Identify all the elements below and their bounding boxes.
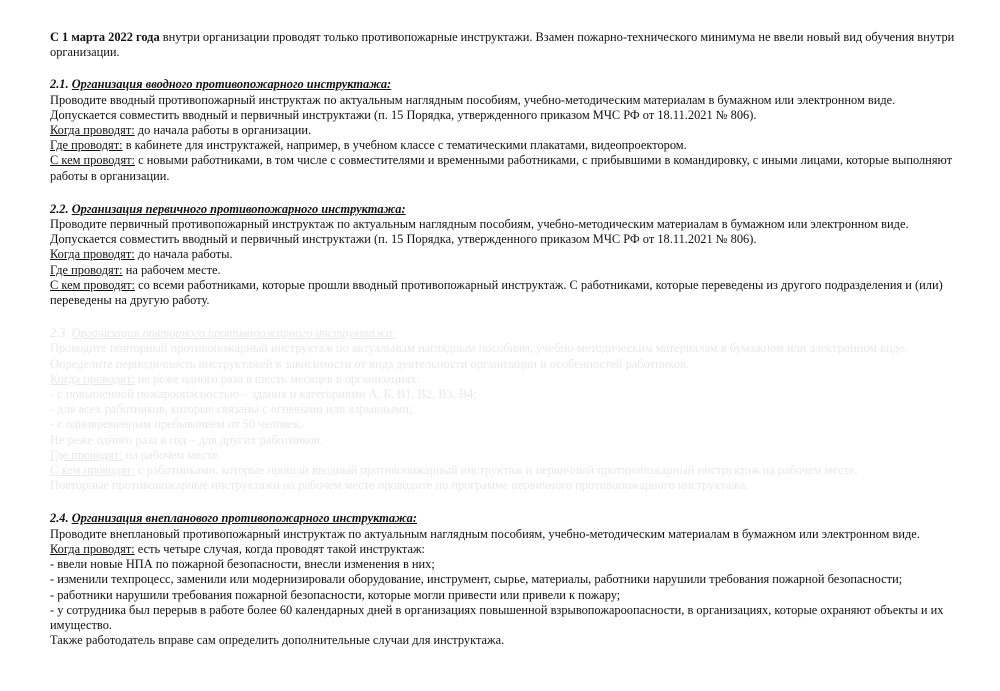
whom-line — [50, 463, 955, 478]
intro-text: внутри организации проводят только противопожарные инструктажи. Взамен пожарно-технического минимума не ввели новый вид обучения внутри организации. — [50, 30, 955, 60]
section-unscheduled-briefing — [50, 511, 955, 648]
section-repeated-briefing-faded — [50, 326, 955, 493]
when-text: есть четыре случая, когда проводят такой инструктаж: — [134, 541, 425, 556]
section-title-text: Организация повторного противопожарного инструктажа: — [71, 326, 397, 341]
section-note: Повторные противопожарные инструктажи на рабочем месте проводите по программе первичного противопожарного инструктажа. — [50, 478, 749, 493]
section-title-text: Организация вводного противопожарного инструктажа: — [71, 77, 392, 92]
list-item: - с одновременным пребыванием от 50 человек. — [50, 417, 303, 432]
where-line — [50, 138, 955, 153]
where-line — [50, 448, 955, 463]
section-title — [50, 77, 955, 92]
where-label: Где проводят: — [50, 138, 123, 153]
where-text: на рабочем месте. — [122, 262, 221, 277]
list-item: - изменили техпроцесс, заменили или модернизировали оборудование, инструмент, сырье, материалы, работники нарушили требования пожарной безопасности; — [50, 572, 903, 587]
whom-label: С кем проводят: — [50, 153, 135, 168]
when-label: Когда проводят: — [50, 247, 135, 262]
whom-text: с новыми работниками, в том числе с совместителями и временными работниками, с прибывшими в командировку, с иными лицами, которые выполняют работы в организации. — [50, 153, 953, 183]
section-description: Проводите первичный противопожарный инструктаж по актуальным наглядным пособиям, учебно-методическим материалам в бумажном или электронном виде. Допускается совместить вводный и первичный инструктажи (п. 15 Порядка, утвержденного приказом МЧС РФ от 18.11.2021 № 806). — [50, 217, 909, 247]
list-item: - с повышенной пожароопасностью – здания и категориями А, Б, В1, В2, В3, В4; — [50, 387, 477, 402]
section-description: Проводите повторный противопожарный инструктаж по актуальным наглядным пособиям, учебно-методическим материалам в бумажном или электронном виде. Определите периодичность инструктажей в зависимости от вида деятельности организации и особенностей работников. — [50, 341, 908, 371]
section-introductory-briefing — [50, 77, 955, 183]
when-label: Когда проводят: — [50, 371, 135, 386]
section-title — [50, 202, 955, 217]
section-number: 2.3. — [50, 326, 72, 341]
list-item: - ввели новые НПА по пожарной безопасности, внесли изменения в них; — [50, 557, 435, 572]
whom-line — [50, 278, 955, 308]
when-text: до начала работы. — [134, 247, 233, 262]
section-number: 2.4. — [50, 511, 72, 526]
when-line — [50, 372, 955, 387]
document-body — [50, 30, 955, 666]
whom-text: с работниками, которые прошли вводный противопожарный инструктаж и первичный противопожарный инструктаж на рабочем месте. — [135, 463, 858, 478]
whom-line — [50, 153, 955, 183]
whom-label: С кем проводят: — [50, 277, 135, 292]
section-title-text: Организация первичного противопожарного инструктажа: — [71, 201, 406, 216]
where-label: Где проводят: — [50, 447, 123, 462]
section-description: Проводите внеплановый противопожарный инструктаж по актуальным наглядным пособиям, учебно-методическим материалам в бумажном или электронном виде. — [50, 526, 920, 541]
section-title-text: Организация внепланового противопожарного инструктажа: — [71, 511, 417, 526]
section-number: 2.1. — [50, 77, 72, 92]
when-line — [50, 123, 955, 138]
when-line — [50, 542, 955, 557]
list-item: - у сотрудника был перерыв в работе более 60 календарных дней в организациях повышенной взрывопожароопасности, в организациях, которые охраняют объекты и их имущество. — [50, 602, 944, 632]
other-frequency: Не реже одного раза в год – для других работников. — [50, 432, 323, 447]
intro-paragraph — [50, 30, 955, 60]
when-line — [50, 247, 955, 262]
extra-cases: Также работодатель вправе сам определить дополнительные случаи для инструктажа. — [50, 633, 505, 648]
section-title — [50, 511, 955, 526]
when-label: Когда проводят: — [50, 541, 135, 556]
where-text: на рабочем месте. — [122, 447, 221, 462]
section-primary-briefing — [50, 202, 955, 308]
intro-date: С 1 марта 2022 года — [50, 30, 160, 44]
list-item: - работники нарушили требования пожарной безопасности, которые могли привести или привели к пожару; — [50, 587, 621, 602]
section-description: Проводите вводный противопожарный инструктаж по актуальным наглядным пособиям, учебно-методическим материалам в бумажном или электронном виде. Допускается совместить вводный и первичный инструктажи (п. 15 Порядка, утвержденного приказом МЧС РФ от 18.11.2021 № 806). — [50, 92, 896, 122]
when-text: до начала работы в организации. — [134, 123, 312, 138]
whom-label: С кем проводят: — [50, 463, 135, 478]
when-text: не реже одного раза в шесть месяцев в организациях: — [134, 371, 421, 386]
section-number: 2.2. — [50, 201, 72, 216]
where-text: в кабинете для инструктажей, например, в учебном классе с тематическими плакатами, видеопроектором. — [122, 138, 687, 153]
where-line — [50, 263, 955, 278]
list-item: - для всех работников, которые связаны с огневыми или взрывными; — [50, 402, 413, 417]
section-title — [50, 326, 955, 341]
when-label: Когда проводят: — [50, 123, 135, 138]
where-label: Где проводят: — [50, 262, 123, 277]
whom-text: со всеми работниками, которые прошли вводный противопожарный инструктаж. С работниками, которые переведены из другого подразделения и (или) переведены на другую работу. — [50, 277, 943, 308]
